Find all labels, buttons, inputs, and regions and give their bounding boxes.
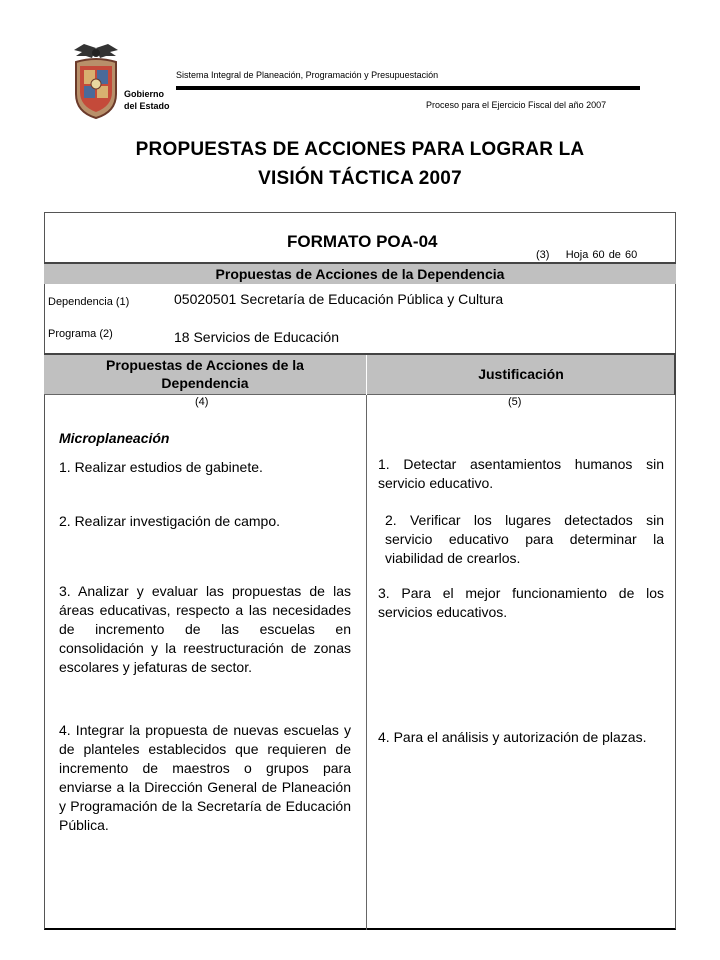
- column-number-justification: (5): [508, 396, 522, 408]
- column-header-actions-line-2: Dependencia: [161, 375, 249, 391]
- form-name: FORMATO POA-04: [287, 232, 438, 251]
- column-number-actions: (4): [195, 396, 209, 408]
- justification-item: 4. Para el análisis y autorización de plazas.: [378, 729, 647, 745]
- programa-value: 18 Servicios de Educación: [174, 329, 339, 345]
- column-header-actions-line-1: Propuestas de Acciones de la: [106, 357, 304, 373]
- column-header-edge: [674, 353, 676, 395]
- programa-label: Programa (2): [48, 328, 113, 340]
- column-header-actions: [44, 353, 366, 395]
- column-header-justification: Justificación: [478, 366, 564, 382]
- sheet-total: 60: [625, 249, 638, 261]
- justification-item: 2. Verificar los lugares detectados sin servicio educativo para determinar la viabilidad de crearlos.: [385, 512, 664, 566]
- page-title-line-2: VISIÓN TÁCTICA 2007: [258, 168, 462, 189]
- sheet-current: 60: [592, 249, 605, 261]
- sheet-ref: (3): [536, 249, 550, 261]
- system-title: Sistema Integral de Planeación, Programación y Presupuestación: [176, 70, 439, 80]
- header-rule: [176, 86, 640, 90]
- dependencia-value: 05020501 Secretaría de Educación Pública y Cultura: [174, 291, 504, 307]
- action-item: 1. Realizar estudios de gabinete.: [59, 459, 263, 475]
- government-line-2: del Estado: [124, 101, 170, 111]
- dependencia-label: Dependencia (1): [48, 296, 130, 308]
- action-item: 3. Analizar y evaluar las propuestas de las áreas educativas, respecto a las necesidades de incremento de las escuelas en consolidación y la reestructuración de zonas escolares y jefaturas de sector.: [59, 583, 351, 675]
- government-label: [124, 88, 170, 112]
- sheet-label: Hoja: [565, 249, 589, 261]
- action-item: 4. Integrar la propuesta de nuevas escuelas y de planteles establecidos que requieren de incremento de maestros o grupos para enviarse a la Dirección General de Planeación y Programación de la Secretaría de Educación Pública.: [59, 722, 351, 833]
- justification-item: 1. Detectar asentamientos humanos sin servicio educativo.: [378, 456, 664, 491]
- justification-item: 3. Para el mejor funcionamiento de los servicios educativos.: [378, 585, 664, 620]
- column-divider: [366, 395, 367, 930]
- government-line-1: Gobierno: [124, 89, 164, 99]
- subheading: Microplaneación: [59, 430, 170, 446]
- page-title-line-1: PROPUESTAS DE ACCIONES PARA LOGRAR LA: [135, 139, 585, 160]
- sheet-of: de: [608, 249, 621, 261]
- process-label: Proceso para el Ejercicio Fiscal del año 2007: [426, 100, 607, 110]
- sheet-indicator: [536, 249, 637, 261]
- section-title: Propuestas de Acciones de la Dependencia: [44, 262, 676, 284]
- action-item: 2. Realizar investigación de campo.: [59, 513, 281, 529]
- state-coat-of-arms-icon: [70, 44, 122, 120]
